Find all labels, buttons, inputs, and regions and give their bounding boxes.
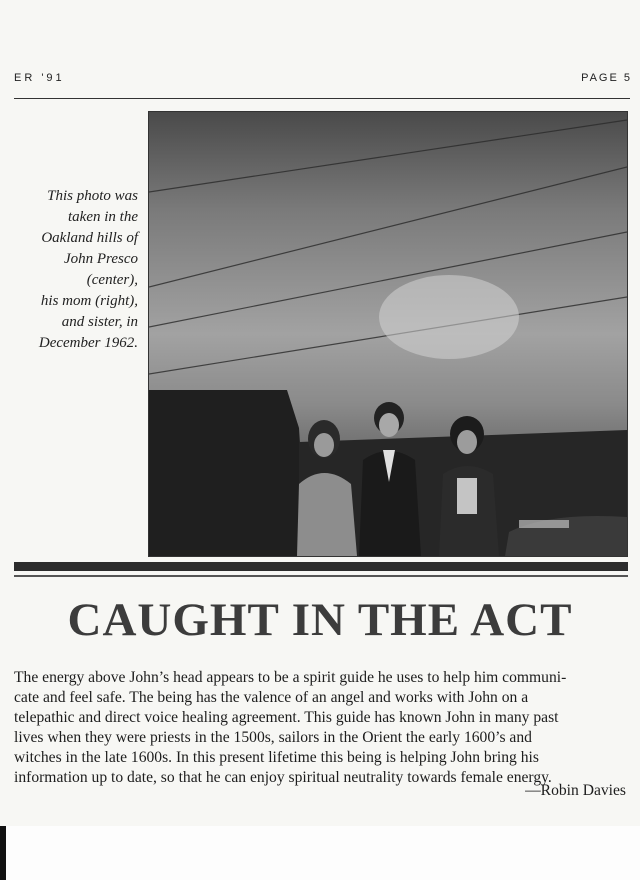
building-silhouette (149, 390, 307, 556)
body-line: cate and feel safe. The being has the valence of an angel and works with John on a (14, 689, 529, 706)
page-number-header: PAGE 5 (581, 72, 632, 84)
body-line: The energy above John’s head appears to be a spirit guide he uses to help him communi- (14, 669, 567, 686)
caption-line: and sister, in (61, 314, 138, 330)
caption-line: December 1962. (38, 335, 138, 351)
caption-line: (center), (86, 272, 138, 288)
energy-glow (379, 275, 519, 359)
header-rule (14, 98, 630, 99)
headline: CAUGHT IN THE ACT (67, 594, 573, 646)
figure-john (359, 402, 421, 556)
article-body (14, 668, 626, 788)
scan-edge (0, 826, 6, 880)
scan-margin (0, 826, 640, 880)
caption-line: This photo was (47, 188, 138, 204)
body-line: witches in the late 1600s. In this present lifetime this being is helping John bring his (14, 749, 539, 766)
body-line: telepathic and direct voice healing agreement. This guide has known John in many past (14, 709, 559, 726)
author-signature: —Robin Davies (525, 782, 626, 799)
caption-line: John Presco (63, 251, 138, 267)
photo-caption (18, 186, 138, 354)
body-line: information up to date, so that he can enjoy spiritual neutrality towards female energy. (14, 769, 552, 786)
issue-date-header: ER '91 (14, 72, 65, 84)
section-rule-thin (14, 575, 628, 577)
family-photo (148, 111, 628, 557)
caption-line: Oakland hills of (41, 230, 138, 246)
caption-line: taken in the (68, 209, 138, 225)
caption-line: his mom (right), (40, 293, 138, 309)
body-line: lives when they were priests in the 1500s, sailors in the Orient the early 1600’s and (14, 729, 532, 746)
section-rule-thick (14, 562, 628, 571)
photo-illustration (149, 112, 627, 556)
